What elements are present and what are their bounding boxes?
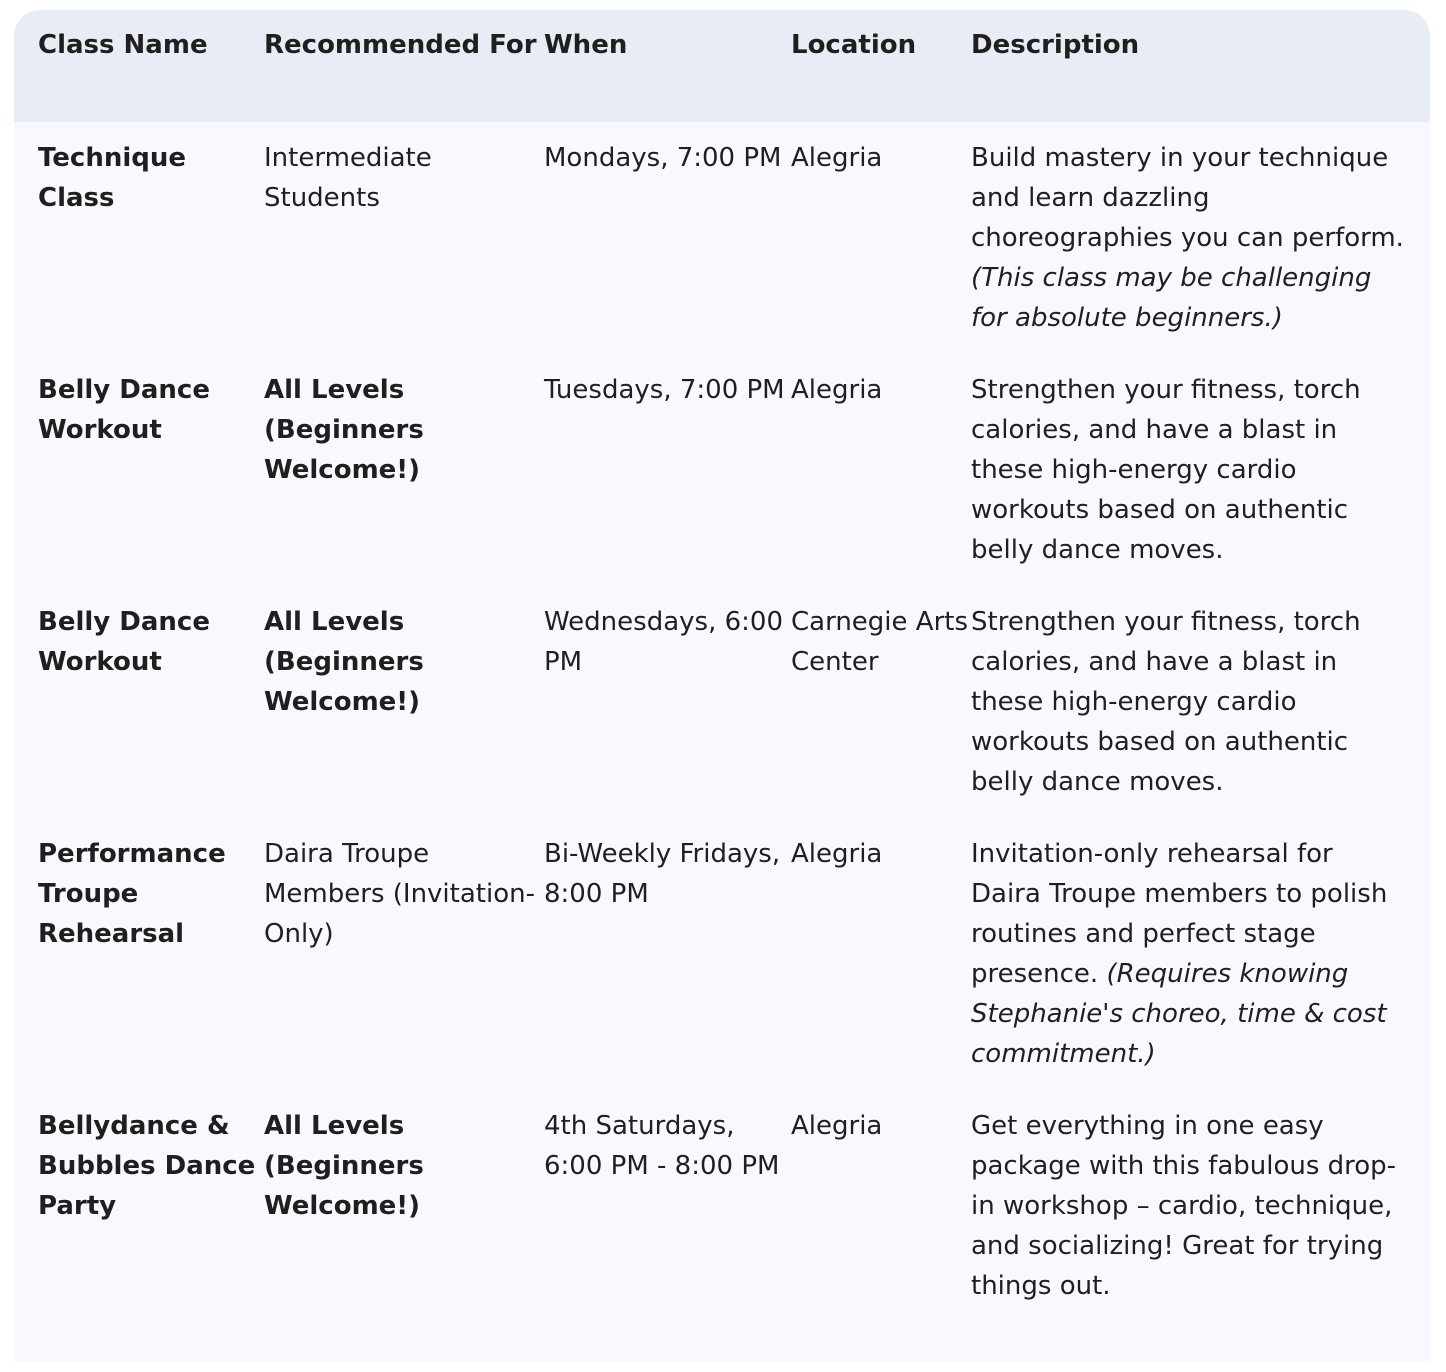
table-header-row bbox=[14, 10, 1430, 122]
cell-location: Alegria bbox=[791, 143, 883, 173]
description-note: (Requires knowing Stephanie's choreo, time & cost commitment.) bbox=[971, 959, 1387, 1069]
cell-description bbox=[971, 354, 1430, 586]
cell-location: Carnegie Arts Center bbox=[791, 607, 968, 677]
table-row bbox=[14, 354, 1430, 586]
cell-description bbox=[971, 818, 1430, 1090]
description-note: (This class may be challenging for absolute beginners.) bbox=[971, 263, 1372, 333]
cell-when: Bi-Weekly Fridays, 8:00 PM bbox=[544, 839, 781, 909]
description-text: Get everything in one easy package with this fabulous drop-in workshop – cardio, technique, and socializing! Great for trying things out. bbox=[971, 1111, 1397, 1301]
cell-class-name: Performance Troupe Rehearsal bbox=[38, 839, 226, 949]
header-location: Location bbox=[791, 30, 917, 60]
cell-class-name: Belly Dance Workout bbox=[38, 375, 210, 445]
header-description: Description bbox=[971, 30, 1140, 60]
header-when: When bbox=[544, 30, 628, 60]
description-text: Strengthen your fitness, torch calories, and have a blast in these high-energy cardio workouts based on authentic belly dance moves. bbox=[971, 607, 1361, 797]
cell-location: Alegria bbox=[791, 1111, 883, 1141]
table-row bbox=[14, 818, 1430, 1090]
cell-when: Wednesdays, 6:00 PM bbox=[544, 607, 783, 677]
cell-when: 4th Saturdays, 6:00 PM - 8:00 PM bbox=[544, 1111, 780, 1181]
cell-description bbox=[971, 122, 1430, 354]
cell-class-name: Belly Dance Workout bbox=[38, 607, 210, 677]
cell-when: Mondays, 7:00 PM bbox=[544, 143, 782, 173]
cell-recommended-for: All Levels (Beginners Welcome!) bbox=[264, 375, 424, 485]
cell-description bbox=[971, 1090, 1430, 1322]
cell-description bbox=[971, 586, 1430, 818]
table-row bbox=[14, 1090, 1430, 1322]
cell-recommended-for: Intermediate Students bbox=[264, 143, 432, 213]
class-schedule-table-container bbox=[14, 10, 1430, 1362]
header-recommended-for: Recommended For bbox=[264, 30, 537, 60]
header-class-name: Class Name bbox=[38, 30, 208, 60]
description-text: Build mastery in your technique and learn dazzling choreographies you can perform. bbox=[971, 143, 1404, 253]
cell-class-name: Bellydance & Bubbles Dance Party bbox=[38, 1111, 256, 1221]
cell-location: Alegria bbox=[791, 839, 883, 869]
description-text: Strengthen your fitness, torch calories, and have a blast in these high-energy cardio workouts based on authentic belly dance moves. bbox=[971, 375, 1361, 565]
cell-location: Alegria bbox=[791, 375, 883, 405]
table-row bbox=[14, 122, 1430, 354]
cell-class-name: Technique Class bbox=[38, 143, 187, 213]
cell-recommended-for: Daira Troupe Members (Invitation-Only) bbox=[264, 839, 535, 949]
table-row bbox=[14, 586, 1430, 818]
cell-when: Tuesdays, 7:00 PM bbox=[544, 375, 785, 405]
cell-recommended-for: All Levels (Beginners Welcome!) bbox=[264, 607, 424, 717]
cell-recommended-for: All Levels (Beginners Welcome!) bbox=[264, 1111, 424, 1221]
description-text: Invitation-only rehearsal for Daira Troupe members to polish routines and perfect stage presence. bbox=[971, 839, 1388, 989]
class-schedule-table bbox=[14, 10, 1430, 1322]
